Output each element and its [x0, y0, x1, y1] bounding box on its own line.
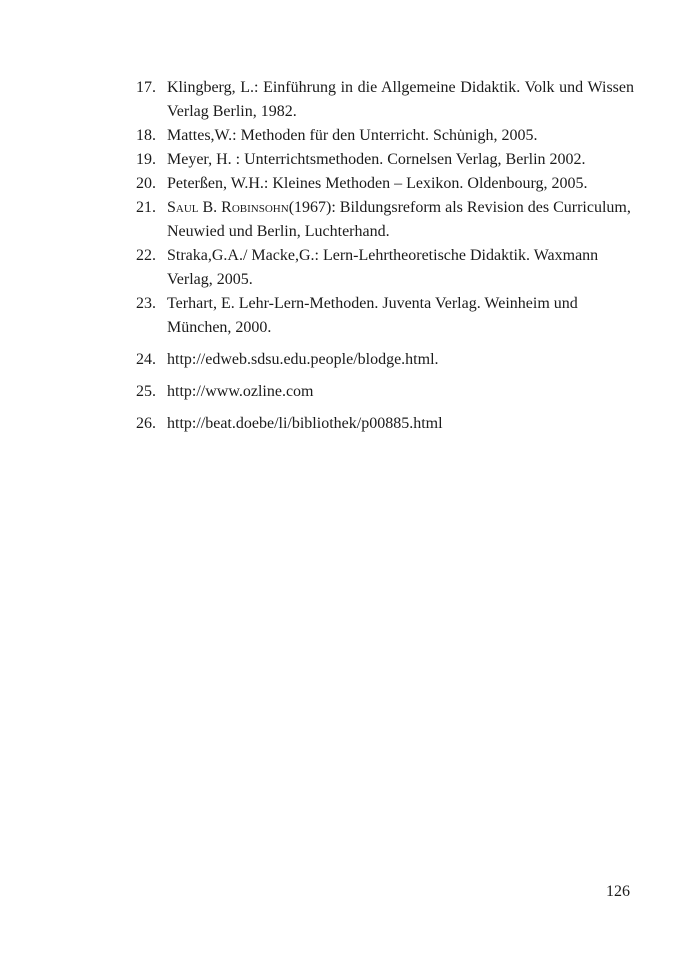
reference-text: Mattes,W.: Methoden für den Unterricht. Schu̇nigh, 2005.: [167, 127, 538, 144]
reference-url: http://edweb.sdsu.edu.people/blodge.html.: [167, 351, 439, 368]
reference-text: Klingberg, L.: Einführung in die Allgemeine Didaktik. Volk und Wissen Verlag Berlin, 1982.: [167, 79, 634, 120]
reference-text: Straka,G.A./ Macke,G.: Lern-Lehrtheoretische Didaktik. Waxmann Verlag, 2005.: [167, 247, 599, 288]
reference-item-24: [136, 348, 634, 372]
reference-author-smallcaps: Saul B. Robinsohn: [167, 199, 289, 216]
reference-url: http://beat.doebe/li/bibliothek/p00885.html: [167, 415, 443, 432]
reference-item-21: [136, 196, 634, 244]
reference-text: Terhart, E. Lehr-Lern-Methoden. Juventa Verlag. Weinheim und München, 2000.: [167, 295, 578, 336]
reference-url: http://www.ozline.com: [167, 383, 314, 400]
reference-number: 19.: [136, 151, 156, 168]
reference-text: Meyer, H. : Unterrichtsmethoden. Cornelsen Verlag, Berlin 2002.: [167, 151, 586, 168]
bibliography-list: [136, 76, 634, 436]
reference-item-22: [136, 244, 634, 292]
reference-number: 17.: [136, 79, 156, 96]
reference-item-26: [136, 412, 634, 436]
page-number: 126: [606, 883, 630, 900]
reference-text: [167, 196, 634, 244]
reference-item-25: [136, 380, 634, 404]
reference-number: 22.: [136, 247, 156, 264]
reference-item-17: [136, 76, 634, 124]
reference-item-20: [136, 172, 634, 196]
reference-number: 25.: [136, 383, 156, 400]
reference-number: 20.: [136, 175, 156, 192]
reference-number: 21.: [136, 199, 156, 216]
reference-number: 23.: [136, 295, 156, 312]
reference-item-19: [136, 148, 634, 172]
reference-number: 26.: [136, 415, 156, 432]
reference-text: Peterßen, W.H.: Kleines Methoden – Lexikon. Oldenbourg, 2005.: [167, 175, 588, 192]
reference-item-23: [136, 292, 634, 340]
reference-item-18: [136, 124, 634, 148]
reference-number: 24.: [136, 351, 156, 368]
reference-text-rest: (1967): Bildungsreform als Revision des Curriculum, Neuwied und Berlin, Luchterhand.: [167, 199, 631, 240]
reference-number: 18.: [136, 127, 156, 144]
